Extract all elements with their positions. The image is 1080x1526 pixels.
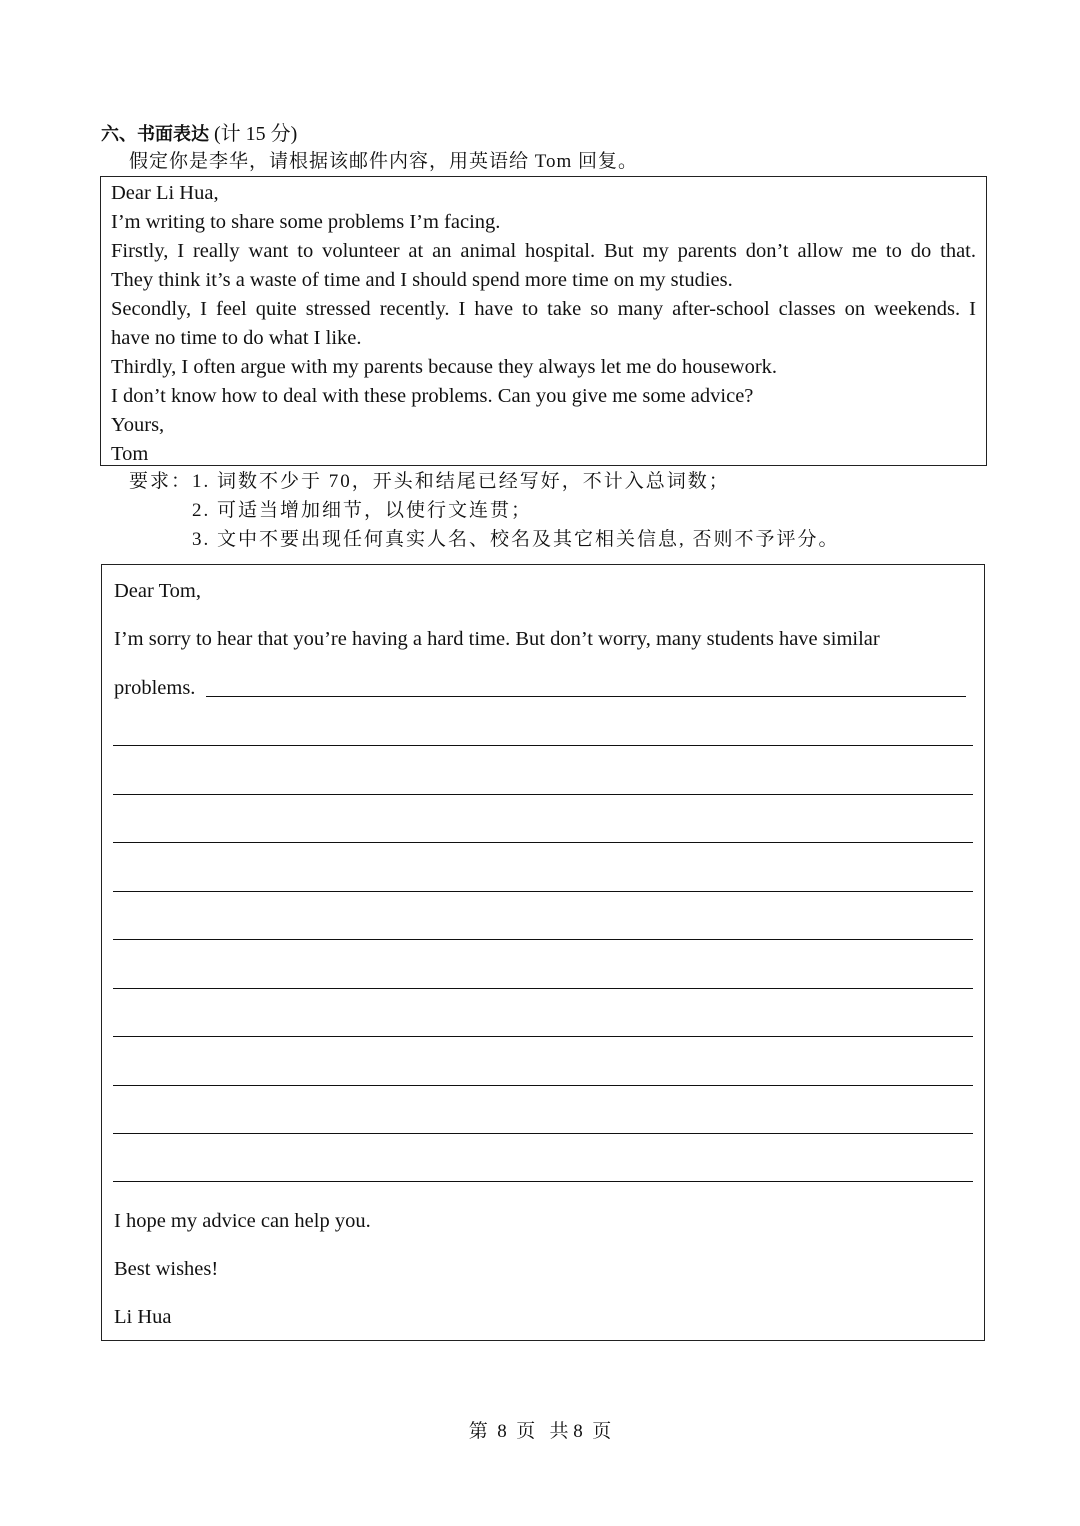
email-line: I’m writing to share some problems I’m facing. [111, 211, 501, 233]
email-line: Dear Li Hua, [111, 182, 219, 204]
email-line: Secondly, I feel quite stressed recently. I have to take so many after-school classes on weekends. I [111, 298, 976, 320]
requirement-item: 1. 词数不少于 70，开头和结尾已经写好，不计入总词数； [192, 471, 730, 492]
section-score: (计 15 分) [214, 123, 298, 145]
email-line: Yours, [111, 414, 165, 436]
writing-line[interactable] [113, 794, 973, 795]
writing-line[interactable] [206, 696, 966, 697]
writing-line[interactable] [113, 1133, 973, 1134]
answer-opening-line: problems. [114, 677, 196, 699]
writing-line[interactable] [113, 1085, 973, 1086]
writing-line[interactable] [113, 745, 973, 746]
answer-name: Li Hua [114, 1306, 172, 1328]
answer-opening-line: I’m sorry to hear that you’re having a hard time. But don’t worry, many students have similar [114, 628, 880, 650]
email-line: I don’t know how to deal with these problems. Can you give me some advice? [111, 385, 754, 407]
answer-signoff: Best wishes! [114, 1258, 219, 1280]
writing-line[interactable] [113, 1036, 973, 1037]
email-line: Tom [111, 443, 149, 465]
answer-box [101, 564, 985, 1341]
page-number: 第 8 页 共 8 页 [468, 1421, 612, 1442]
email-box [100, 176, 987, 466]
email-line: Thirdly, I often argue with my parents because they always let me do housework. [111, 356, 778, 378]
requirements-label: 要求： [129, 471, 193, 492]
writing-line[interactable] [113, 988, 973, 989]
email-line: They think it’s a waste of time and I should spend more time on my studies. [111, 269, 733, 291]
writing-line[interactable] [113, 891, 973, 892]
section-title: 六、书面表达 [101, 124, 209, 145]
writing-line[interactable] [113, 1181, 973, 1182]
writing-line[interactable] [113, 842, 973, 843]
email-line: have no time to do what I like. [111, 327, 362, 349]
task-instruction: 假定你是李华，请根据该邮件内容，用英语给 Tom 回复。 [129, 151, 639, 172]
section-heading [101, 120, 297, 149]
answer-greeting: Dear Tom, [114, 580, 201, 602]
email-line: Firstly, I really want to volunteer at an animal hospital. But my parents don’t allow me to do that. [111, 240, 976, 262]
writing-line[interactable] [113, 939, 973, 940]
requirement-item: 2. 可适当增加细节，以使行文连贯； [192, 500, 533, 521]
answer-closing: I hope my advice can help you. [114, 1210, 371, 1232]
requirement-item: 3. 文中不要出现任何真实人名、校名及其它相关信息, 否则不予评分。 [192, 529, 840, 550]
